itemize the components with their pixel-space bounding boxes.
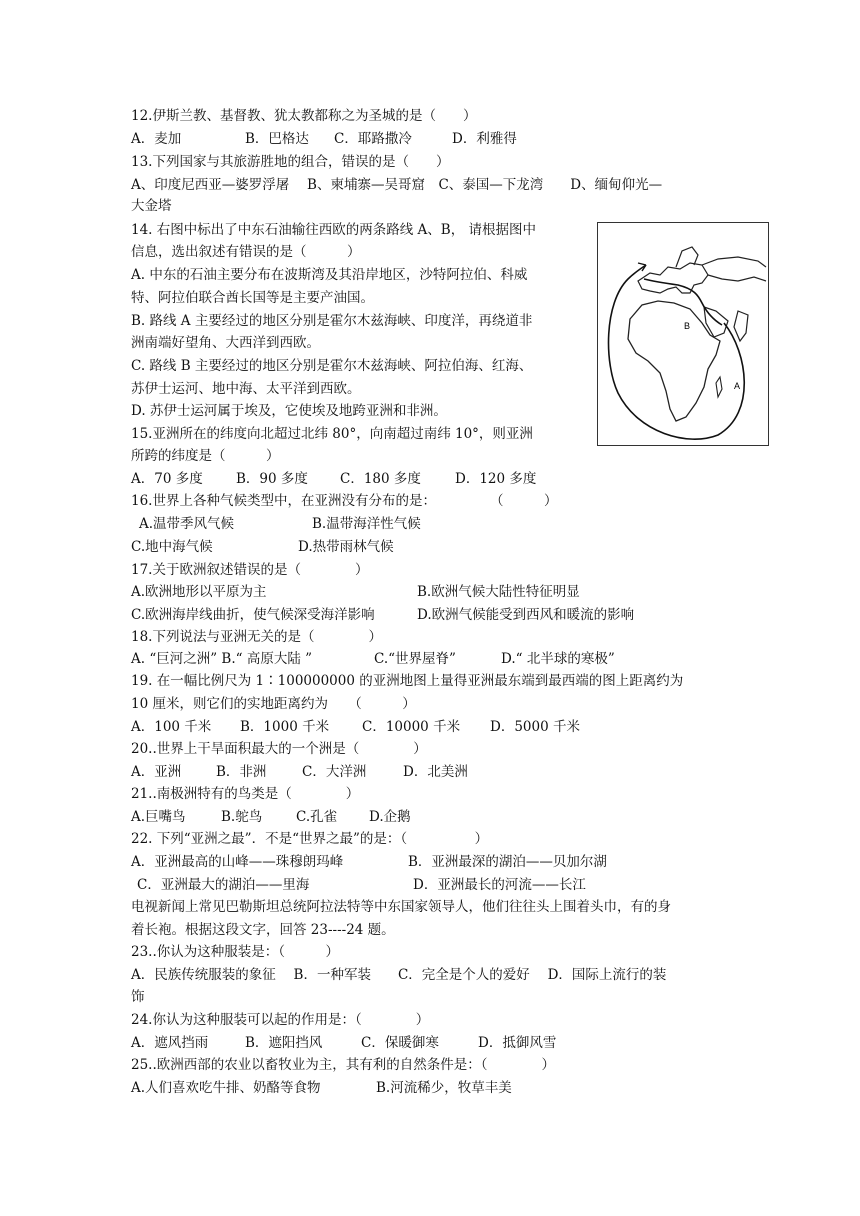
q22-stem: 22. 下列“亚洲之最”．不是“世界之最”的是：（ ） (131, 831, 489, 847)
q16-stem: 16.世界上各种气候类型中，在亚洲没有分布的是： （ ） (131, 493, 558, 509)
q22-option-c: C．亚洲最大的湖泊——里海 (137, 877, 310, 893)
q24-option-b: B．遮阳挡风 (245, 1035, 323, 1051)
q24-stem: 24.你认为这种服装可以起的作用是：（ ） (131, 1012, 430, 1028)
q14-line2: 信息，选出叙述有错误的是（ ） (131, 244, 361, 260)
q16-option-d: D.热带雨林气候 (298, 539, 394, 555)
q17-stem: 17.关于欧洲叙述错误的是（ ） (131, 562, 369, 578)
q15-option-b: B．90 多度 (236, 471, 308, 487)
q14-option-c: C. 路线 B 主要经过的地区分别是霍尔木兹海峡、阿拉伯海、红海、 (131, 358, 533, 374)
q22-option-b: B．亚洲最深的湖泊——贝加尔湖 (408, 854, 607, 870)
q24-option-d: D．抵御风雪 (478, 1035, 557, 1051)
oil-route-map-drawing (598, 223, 768, 445)
route-b-label: B (684, 321, 691, 331)
q14-line1: 14. 右图中标出了中东石油输往西欧的两条路线 A、B， 请根据图中 (131, 222, 537, 238)
q19-option-b: B．1000 千米 (240, 719, 330, 735)
q19-option-d: D．5000 千米 (490, 719, 580, 735)
q15-line2: 所跨的纬度是（ ） (131, 448, 280, 464)
q12-option-a: A．麦加 (131, 131, 182, 147)
q19-line2: 10 厘米，则它们的实地距离约为 （ ） (131, 696, 416, 712)
q18-option-ab: A. “巨河之洲” B.“ 高原大陆 ” (131, 651, 313, 667)
q13-stem: 13.下列国家与其旅游胜地的组合，错误的是（ ） (131, 154, 450, 170)
q15-line1: 15.亚洲所在的纬度向北超过北纬 80°，向南超过南纬 10°，则亚洲 (131, 426, 533, 442)
q20-option-c: C．大洋洲 (302, 764, 367, 780)
q12-stem: 12.伊斯兰教、基督教、犹太教都称之为圣城的是（ ） (131, 108, 477, 124)
q12-option-d: D．利雅得 (452, 131, 517, 147)
passage-line1: 电视新闻上常见巴勒斯坦总统阿拉法特等中东国家领导人，他们往往头上围着头巾，有的身 (131, 899, 671, 915)
q13-options-line2: 大金塔 (131, 198, 172, 214)
q18-option-d: D.“ 北半球的寒极” (501, 651, 615, 667)
q14-option-a: A. 中东的石油主要分布在波斯湾及其沿岸地区，沙特阿拉伯、科威 (131, 267, 528, 283)
q19-line1: 19. 在一幅比例尺为 1∶100000000 的亚洲地图上量得亚洲最东端到最西端的图上距离约为 (131, 673, 684, 689)
q20-option-a: A．亚洲 (131, 764, 182, 780)
q20-option-b: B．非洲 (216, 764, 267, 780)
q14-option-d: D. 苏伊士运河属于埃及，它使埃及地跨亚洲和非洲。 (131, 403, 447, 419)
q17-option-b: B.欧洲气候大陆性特征明显 (417, 584, 580, 600)
q24-option-c: C．保暖御寒 (361, 1035, 439, 1051)
q21-option-d: D.企鹅 (369, 809, 411, 825)
q17-option-a: A.欧洲地形以平原为主 (131, 584, 267, 600)
q14-option-b-cont: 洲南端好望角、大西洋到西欧。 (131, 335, 320, 351)
q21-option-a: A.巨嘴鸟 (131, 809, 186, 825)
q16-option-c: C.地中海气候 (131, 539, 213, 555)
q14-option-c-cont: 苏伊士运河、地中海、太平洋到西欧。 (131, 381, 361, 397)
q16-option-a: A.温带季风气候 (139, 516, 235, 532)
q18-stem: 18.下列说法与亚洲无关的是（ ） (131, 629, 382, 645)
oil-route-map (597, 222, 769, 446)
q18-option-c: C.“世界屋脊” (374, 651, 456, 667)
q13-options-line1: A、印度尼西亚—婆罗浮屠 B、柬埔寨—吴哥窟 C、泰国—下龙湾 D、缅甸仰光— (131, 177, 663, 193)
q23-stem: 23..你认为这种服装是：（ ） (131, 944, 340, 960)
q19-option-c: C．10000 千米 (362, 719, 461, 735)
q20-option-d: D．北美洲 (403, 764, 468, 780)
passage-line2: 着长袍。根据这段文字，回答 23----24 题。 (131, 922, 395, 938)
q25-option-b: B.河流稀少，牧草丰美 (376, 1080, 512, 1096)
q23-options-line1: A．民族传统服装的象征 B．一种军装 C．完全是个人的爱好 D．国际上流行的装 (131, 967, 667, 983)
q21-option-b: B.鸵鸟 (221, 809, 263, 825)
q17-option-d: D.欧洲气候能受到西风和暖流的影响 (417, 607, 635, 623)
q19-option-a: A．100 千米 (131, 719, 212, 735)
q17-option-c: C.欧洲海岸线曲折，使气候深受海洋影响 (131, 607, 375, 623)
q16-option-b: B.温带海洋性气候 (312, 516, 421, 532)
q25-option-a: A.人们喜欢吃牛排、奶酪等食物 (131, 1080, 321, 1096)
q21-stem: 21..南极洲特有的鸟类是（ ） (131, 786, 360, 802)
q21-option-c: C.孔雀 (296, 809, 338, 825)
q15-option-d: D．120 多度 (455, 471, 537, 487)
q20-stem: 20..世界上干旱面积最大的一个洲是（ ） (131, 741, 427, 757)
q22-option-a: A．亚洲最高的山峰——珠穆朗玛峰 (131, 854, 344, 870)
q15-option-c: C．180 多度 (340, 471, 421, 487)
q14-option-a-cont: 特、阿拉伯联合酋长国等是主要产油国。 (131, 290, 374, 306)
q22-option-d: D．亚洲最长的河流——长江 (413, 877, 586, 893)
q14-option-b: B. 路线 A 主要经过的地区分别是霍尔木兹海峡、印度洋，再绕道非 (131, 313, 533, 329)
route-a-label: A (734, 381, 741, 391)
q25-stem: 25..欧洲西部的农业以畜牧业为主，其有利的自然条件是：（ ） (131, 1057, 556, 1073)
q12-option-c: C．耶路撒冷 (334, 131, 412, 147)
q12-option-b: B．巴格达 (245, 131, 309, 147)
q23-options-line2: 饰 (131, 989, 145, 1005)
q24-option-a: A．遮风挡雨 (131, 1035, 209, 1051)
q15-option-a: A．70 多度 (131, 471, 203, 487)
